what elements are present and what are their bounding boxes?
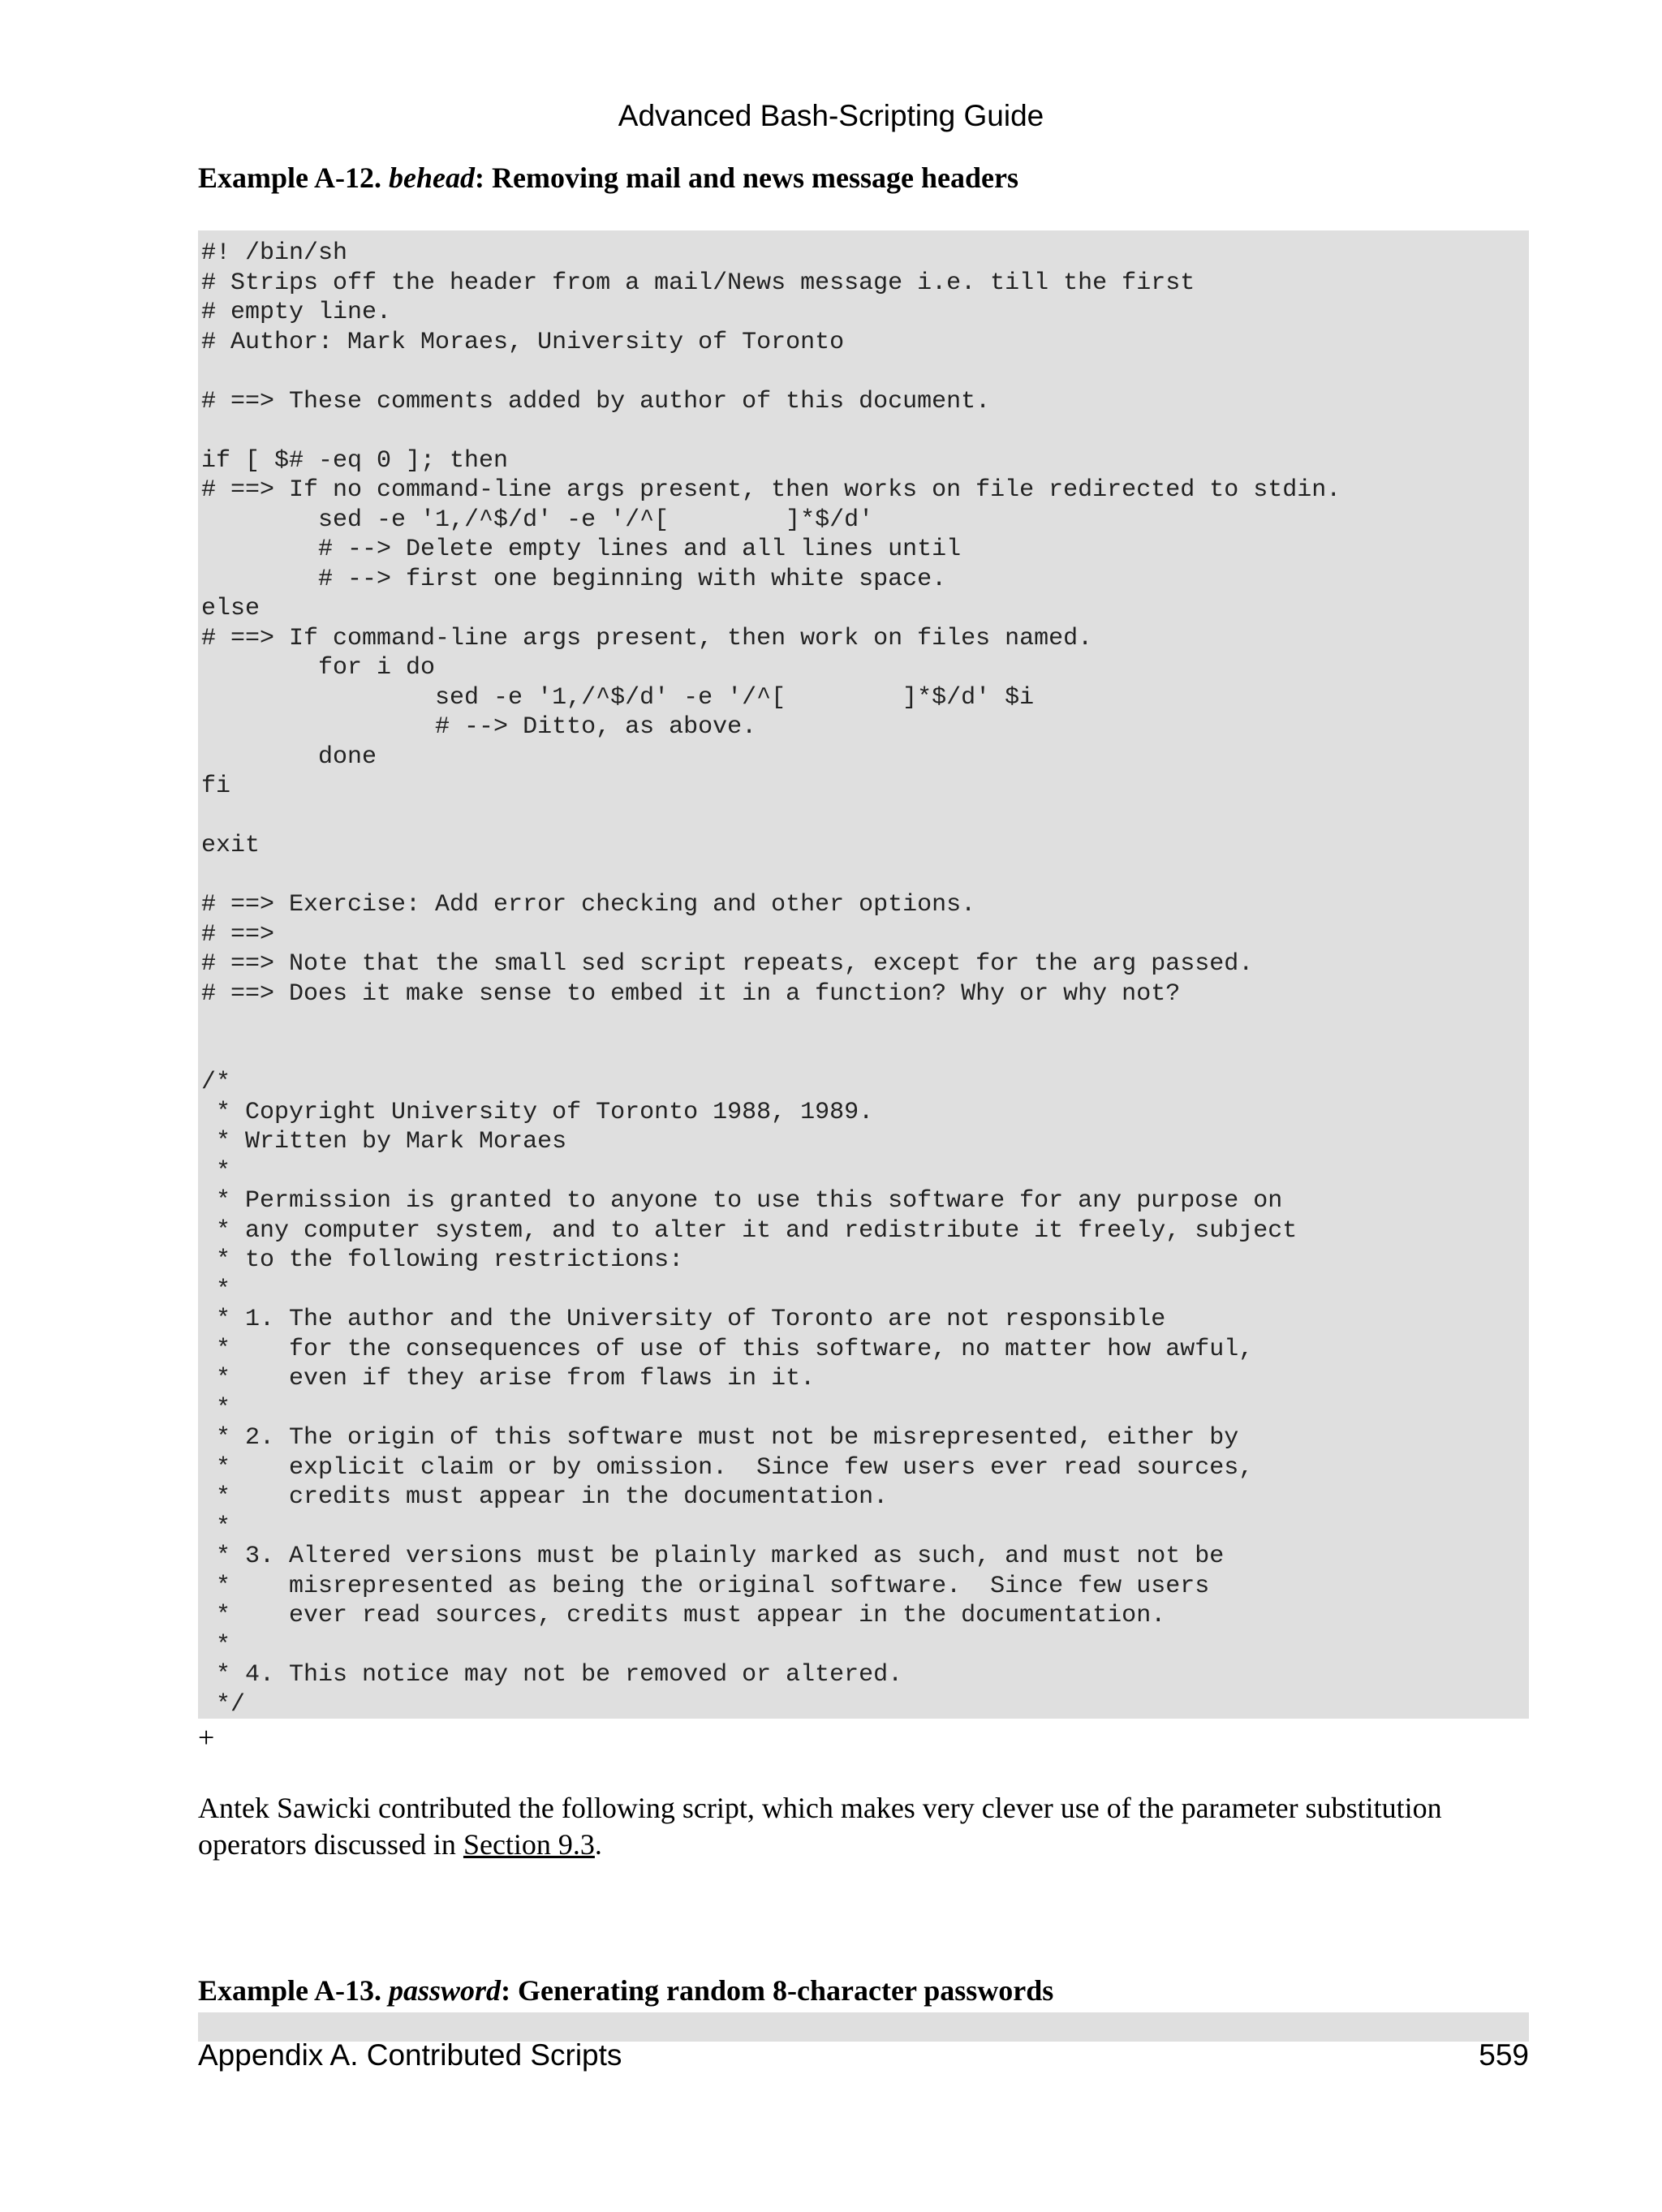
example-a13-title (198, 1973, 1053, 2008)
example-a13-label: Example A-13. (198, 1974, 390, 2007)
example-a12-label: Example A-12. (198, 161, 390, 194)
behead-code-block (198, 230, 1529, 1719)
section-9-3-link[interactable]: Section 9.3 (463, 1828, 595, 1861)
footer-chapter: Appendix A. Contributed Scripts (198, 2038, 622, 2072)
paragraph-end: . (594, 1828, 602, 1861)
running-header: Advanced Bash-Scripting Guide (618, 99, 1044, 132)
intro-paragraph (198, 1790, 1537, 1863)
footer-page-number: 559 (1479, 2038, 1529, 2072)
behead-code-listing: #! /bin/sh # Strips off the header from a mail/News message i.e. till the first # empty line. # Author: Mark Moraes, University of Toronto # ==> These comments added by author of this document. if [ $# -eq 0 ]; then # ==> If no command-line args present, then works on file redirected to stdin. sed -e '1,/^$/d' -e '/^[ ]*$/d' # --> Delete empty lines and all lines until # --> first one beginning with white space. else # ==> If command-line args present, then work on files named. for i do sed -e '1,/^$/d' -e '/^[ ]*$/d' $i # --> Ditto, as above. done fi exit # ==> Exercise: Add error checking and other options. # ==> # ==> Note that the small sed script repeats, except for the arg passed. # ==> Does it make sense to embed it in a function? Why or why not? /* * Copyright University of Toronto 1988, 1989. * Written by Mark Moraes * * Permission is granted to anyone to use this software for any purpose on * any computer system, and to alter it and redistribute it freely, subject * to the following restrictions: * * 1. The author and the University of Toronto are not responsible * for the consequences of use of this software, no matter how awful, * even if they arise from flaws in it. * * 2. The origin of this software must not be misrepresented, either by * explicit claim or by omission. Since few users ever read sources, * credits must appear in the documentation. * * 3. Altered versions must be plainly marked as such, and must not be * misrepresented as being the original software. Since few users * ever read sources, credits must appear in the documentation. * * 4. This notice may not be removed or altered. */ (201, 239, 1341, 1719)
example-a13-command: password (389, 1974, 502, 2007)
example-a13-description: : Generating random 8-character passwords (501, 1974, 1054, 2007)
plus-mark: + (198, 1721, 215, 1754)
example-a12-title (198, 161, 1018, 195)
example-a12-description: : Removing mail and news message headers (475, 161, 1018, 194)
password-code-block (198, 2012, 1529, 2042)
paragraph-text: Antek Sawicki contributed the following script, which makes very clever use of the parameter substitution operators discussed in (198, 1792, 1442, 1861)
example-a12-command: behead (389, 161, 475, 194)
